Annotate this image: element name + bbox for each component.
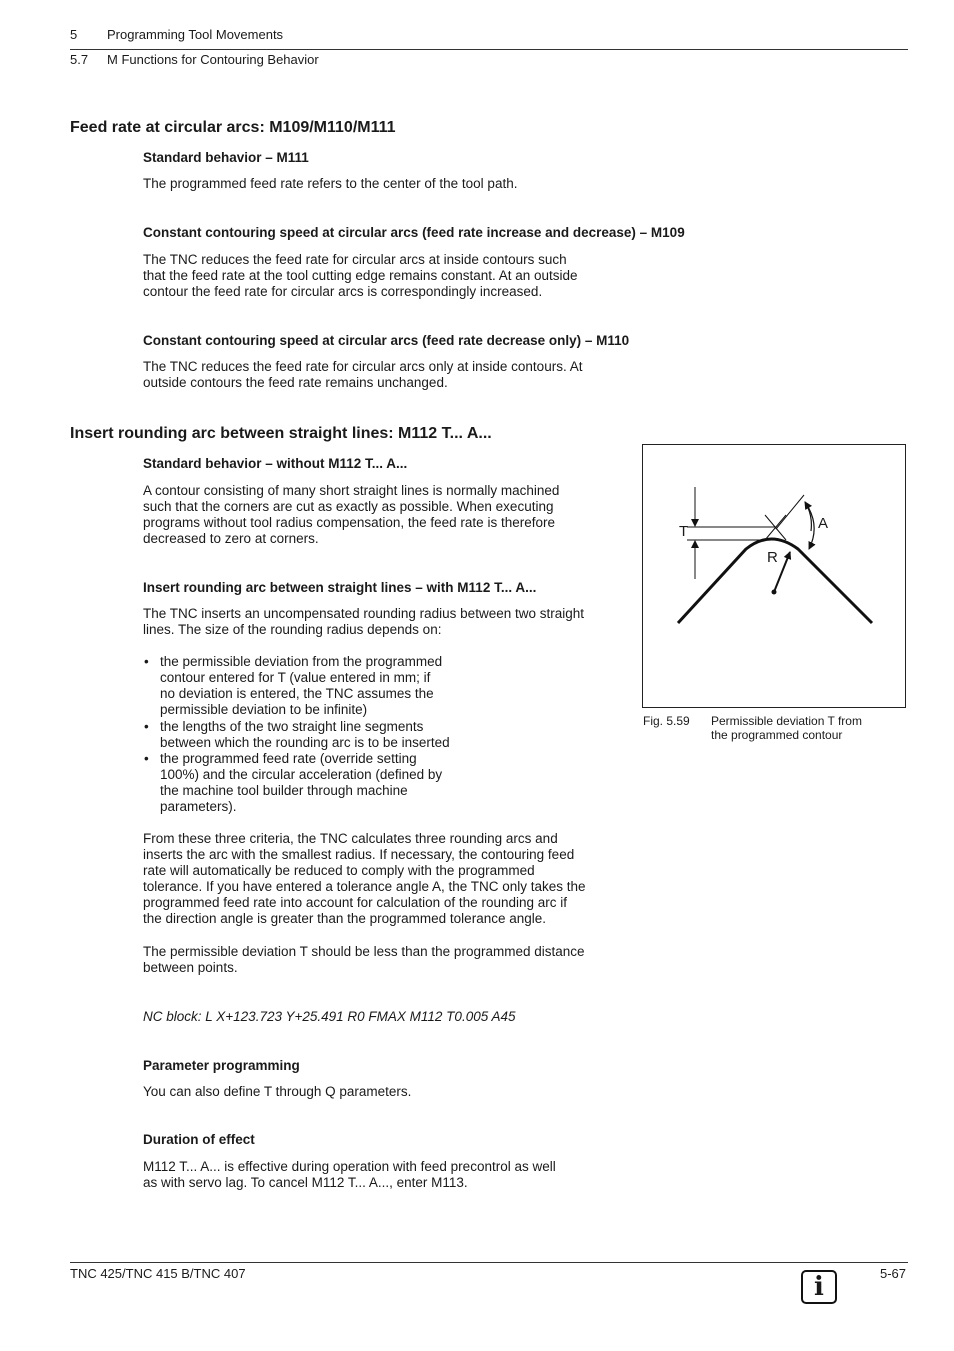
figure-caption-number: Fig. 5.59 — [643, 714, 690, 728]
header-section-title: M Functions for Contouring Behavior — [107, 52, 319, 67]
section2-sub2-title: Insert rounding arc between straight lines – with M112 T... A... — [143, 580, 537, 595]
nc-block-example: NC block: L X+123.723 Y+25.491 R0 FMAX M112 T0.005 A45 — [143, 1009, 516, 1024]
list-item — [143, 719, 483, 751]
text-line: the direction angle is greater than the programmed tolerance angle. — [143, 911, 546, 926]
info-icon-glyph: i — [814, 1272, 824, 1302]
text-line: The permissible deviation T should be less than the programmed distance — [143, 944, 585, 959]
text-line: • the lengths of the two straight line segments — [160, 719, 424, 734]
header-chapter-num: 5 — [70, 27, 78, 42]
text-line: The TNC reduces the feed rate for circular arcs only at inside contours. At — [143, 359, 583, 374]
duration-paragraph — [143, 1159, 633, 1191]
text-line: the machine tool builder through machine — [160, 783, 408, 798]
footer-rule — [70, 1262, 908, 1263]
header-chapter-title: Programming Tool Movements — [107, 27, 284, 42]
parameter-programming-text: You can also define T through Q parameters. — [143, 1084, 412, 1099]
info-icon — [801, 1270, 837, 1304]
text-line: that the feed rate at the tool cutting edge remains constant. At an outside — [143, 268, 578, 283]
label-r: R — [767, 549, 778, 566]
section1-sub3-title: Constant contouring speed at circular arcs (feed rate decrease only) – M110 — [143, 333, 630, 348]
header-section-num: 5.7 — [70, 52, 89, 67]
section1-sub1-title: Standard behavior – M111 — [143, 150, 309, 165]
text-line: parameters). — [160, 799, 237, 814]
a-reference-line — [776, 495, 804, 529]
text-line: programs without tool radius compensation, the feed rate is therefore — [143, 515, 555, 530]
section1-sub2-paragraph — [143, 252, 633, 300]
text-line: programmed feed rate into account for calculation of the rounding arc if — [143, 895, 567, 910]
criteria-list — [143, 654, 483, 815]
text-line: From these three criteria, the TNC calculates three rounding arcs and — [143, 831, 558, 846]
list-item — [143, 751, 483, 815]
page-number: 5-67 — [880, 1266, 907, 1281]
section1-sub1-text: The programmed feed rate refers to the center of the tool path. — [143, 176, 518, 191]
section2-sub1-title: Standard behavior – without M112 T... A... — [143, 456, 408, 471]
text-line: between which the rounding arc is to be inserted — [160, 735, 450, 750]
text-line: the programmed contour — [711, 728, 843, 742]
header-rule — [70, 49, 908, 50]
section1-sub2-title: Constant contouring speed at circular arcs (feed rate increase and decrease) – M109 — [143, 225, 685, 240]
text-line: Permissible deviation T from — [711, 714, 862, 728]
footer-model: TNC 425/TNC 415 B/TNC 407 — [70, 1266, 246, 1281]
text-line: tolerance. If you have entered a tolerance angle A, the TNC only takes the — [143, 879, 586, 894]
label-t: T — [679, 523, 689, 540]
text-line: lines. The size of the rounding radius depends on: — [143, 622, 442, 637]
label-a: A — [818, 515, 829, 532]
list-item — [143, 654, 483, 718]
section1-sub3-paragraph — [143, 359, 633, 391]
text-line: between points. — [143, 960, 238, 975]
section2-sub1-paragraph — [143, 483, 633, 547]
text-line: outside contours the feed rate remains unchanged. — [143, 375, 448, 390]
text-line: • the permissible deviation from the programmed — [160, 654, 443, 669]
text-line: no deviation is entered, the TNC assumes the — [160, 686, 434, 701]
duration-title: Duration of effect — [143, 1132, 255, 1147]
text-line: rate will automatically be reduced to comply with the programmed — [143, 863, 535, 878]
section2-para3 — [143, 831, 633, 927]
rounding-arc-diagram — [643, 445, 905, 707]
text-line: permissible deviation to be infinite) — [160, 702, 368, 717]
parameter-programming-title: Parameter programming — [143, 1058, 300, 1073]
text-line: M112 T... A... is effective during operation with feed precontrol as well — [143, 1159, 556, 1174]
text-line: inserts the arc with the smallest radius. If necessary, the contouring feed — [143, 847, 575, 862]
text-line: such that the corners are cut as exactly as possible. When executing — [143, 499, 554, 514]
section1-title: Feed rate at circular arcs: M109/M110/M111 — [70, 119, 396, 136]
text-line: as with servo lag. To cancel M112 T... A..., enter M113. — [143, 1175, 468, 1190]
section2-para4 — [143, 944, 633, 976]
text-line: The TNC reduces the feed rate for circular arcs at inside contours such — [143, 252, 567, 267]
angle-a-arc — [805, 502, 814, 549]
text-line: 100%) and the circular acceleration (defined by — [160, 767, 443, 782]
figure-caption — [711, 714, 862, 742]
text-line: A contour consisting of many short straight lines is normally machined — [143, 483, 560, 498]
text-line: • the programmed feed rate (override setting — [160, 751, 417, 766]
figure-frame — [642, 444, 906, 708]
section2-sub2-paragraph — [143, 606, 633, 638]
text-line: The TNC inserts an uncompensated rounding radius between two straight — [143, 606, 584, 621]
text-line: decreased to zero at corners. — [143, 531, 319, 546]
text-line: contour entered for T (value entered in mm; if — [160, 670, 431, 685]
text-line: contour the feed rate for circular arcs is correspondingly increased. — [143, 284, 543, 299]
section2-title: Insert rounding arc between straight lines: M112 T... A... — [70, 425, 492, 442]
